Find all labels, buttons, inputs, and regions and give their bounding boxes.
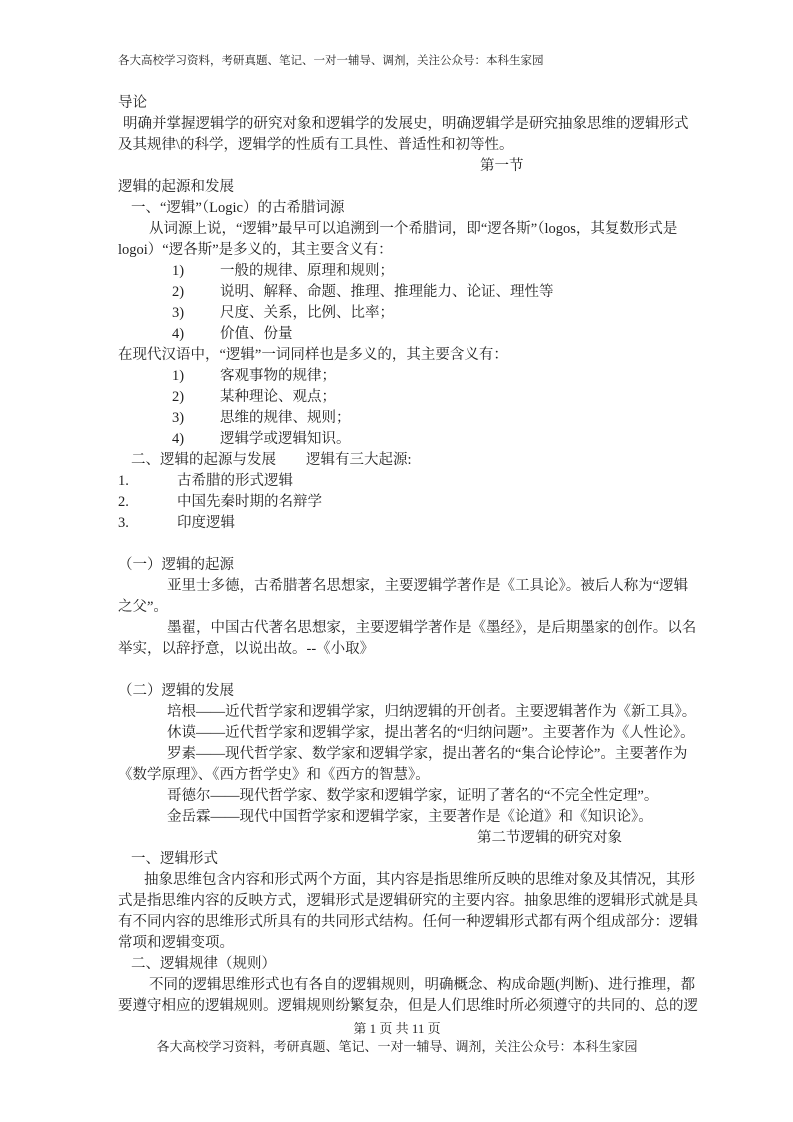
list-text: 客观事物的规律； bbox=[220, 368, 336, 384]
list-text: 尺度、关系，比例、比率； bbox=[220, 305, 394, 321]
page-header: 各大高校学习资料，考研真题、笔记、一对一辅导、调剂，关注公众号：本科生家园 bbox=[118, 55, 544, 67]
list-number: 1. bbox=[118, 473, 129, 489]
heading-logical-form: 一、逻辑形式 bbox=[131, 851, 218, 867]
section-2-heading: 第二节逻辑的研究对象 bbox=[477, 830, 622, 846]
origin-item-2 bbox=[118, 492, 678, 513]
list-text: 一般的规律、原理和规则； bbox=[220, 263, 394, 279]
modern-meaning-item-2 bbox=[118, 387, 678, 408]
list-text: 中国先秦时期的名辩学 bbox=[177, 494, 322, 510]
paragraph-logical-rules-line-1: 不同的逻辑思维形式也有各自的逻辑规则，明确概念、构成命题(判断)、进行推理，都 bbox=[149, 977, 696, 993]
subsection-1-title: （一）逻辑的起源 bbox=[118, 557, 234, 573]
footer-note: 各大高校学习资料，考研真题、笔记、一对一辅导、调剂，关注公众号：本科生家园 bbox=[156, 1039, 638, 1054]
greek-meaning-item-4 bbox=[118, 324, 678, 345]
list-number: 4) bbox=[172, 326, 185, 342]
blank-line bbox=[118, 660, 678, 681]
origin-item-1 bbox=[118, 471, 678, 492]
list-text: 价值、份量 bbox=[220, 326, 293, 342]
line-russell-1: 罗素——现代哲学家、数学家和逻辑学家，提出著名的“集合论悖论”。主要著作为 bbox=[167, 746, 688, 762]
modern-meaning-item-4 bbox=[118, 429, 678, 450]
footer-page-number: 第 1 页 共 11 页 bbox=[353, 1021, 441, 1036]
list-text: 某种理论、观点； bbox=[220, 389, 336, 405]
list-number: 2) bbox=[172, 389, 185, 405]
line-bacon: 培根——近代哲学家和逻辑学家，归纳逻辑的开创者。主要逻辑著作为《新工具》。 bbox=[167, 704, 697, 720]
heading-text: 二、逻辑的起源与发展 bbox=[131, 452, 276, 468]
paragraph-mozi-line-2: 举实，以辞抒意，以说出故。--《小取》 bbox=[118, 641, 375, 657]
list-number: 4) bbox=[172, 431, 185, 447]
paragraph-logical-rules-line-2: 要遵守相应的逻辑规则。逻辑规则纷繁复杂，但是人们思维时所必须遵守的共同的、总的逻 bbox=[118, 998, 698, 1014]
paragraph-logical-form-line-2: 式是指思维内容的反映方式，逻辑形式是逻辑研究的主要内容。抽象思维的逻辑形式就是具 bbox=[118, 893, 698, 909]
greek-meaning-item-3 bbox=[118, 303, 678, 324]
list-number: 2. bbox=[118, 494, 129, 510]
line-jinyuelin: 金岳霖——现代中国哲学家和逻辑学家，主要著作是《论道》和《知识论》。 bbox=[167, 809, 653, 825]
origins-lead-in: 逻辑有三大起源: bbox=[306, 452, 412, 468]
greek-meaning-item-1 bbox=[118, 261, 678, 282]
paragraph-logical-form-line-4: 常项和逻辑变项。 bbox=[118, 935, 234, 951]
origin-item-3 bbox=[118, 513, 678, 534]
list-text: 逻辑学或逻辑知识。 bbox=[220, 431, 351, 447]
list-number: 2) bbox=[172, 284, 185, 300]
intro-paragraph-line-2: 及其规律\的科学，逻辑学的性质有工具性、普适性和初等性。 bbox=[118, 137, 514, 153]
paragraph-mozi-line-1: 墨翟，中国古代著名思想家，主要逻辑学著作是《墨经》，是后期墨家的创作。以名 bbox=[167, 620, 697, 636]
modern-meaning-item-3 bbox=[118, 408, 678, 429]
document-body bbox=[118, 93, 698, 1017]
paragraph-logical-form-line-1: 抽象思维包含内容和形式两个方面，其内容是指思维所反映的思维对象及其情况，其形 bbox=[144, 872, 695, 888]
heading-greek-etymology: 一、“逻辑”（Logic）的古希腊词源 bbox=[131, 200, 345, 216]
line-russell-2: 《数学原理》、《西方哲学史》和《西方的智慧》。 bbox=[118, 767, 430, 783]
blank-line bbox=[118, 534, 678, 555]
list-text: 古希腊的形式逻辑 bbox=[177, 473, 293, 489]
heading-logical-rules: 二、逻辑规律（规则） bbox=[131, 956, 276, 972]
section-1-heading: 第一节 bbox=[480, 158, 524, 174]
paragraph-aristotle-line-2: 之父”。 bbox=[118, 599, 168, 615]
heading-origins-development bbox=[118, 450, 678, 471]
list-number: 1) bbox=[172, 263, 185, 279]
list-text: 说明、解释、命题、推理、推理能力、论证、理性等 bbox=[220, 284, 554, 300]
list-number: 3) bbox=[172, 305, 185, 321]
line-godel: 哥德尔——现代哲学家、数学家和逻辑学家，证明了著名的“不完全性定理”。 bbox=[167, 788, 659, 804]
paragraph-etymology-line-1: 从词源上说，“逻辑”最早可以追溯到一个希腊词，即“逻各斯”（logos，其复数形式是 bbox=[149, 221, 678, 237]
paragraph-aristotle-line-1: 亚里士多德，古希腊著名思想家，主要逻辑学著作是《工具论》。被后人称为“逻辑 bbox=[167, 578, 689, 594]
section-1-title: 逻辑的起源和发展 bbox=[118, 179, 234, 195]
line-hume: 休谟——近代哲学家和逻辑学家，提出著名的“归纳问题”。主要著作为《人性论》。 bbox=[167, 725, 695, 741]
paragraph-etymology-line-2: logoi）“逻各斯”是多义的，其主要含义有： bbox=[118, 242, 393, 258]
list-number: 3) bbox=[172, 410, 185, 426]
paragraph-logical-form-line-3: 有不同内容的思维形式所具有的共同形式结构。任何一种逻辑形式都有两个组成部分：逻辑 bbox=[118, 914, 698, 930]
list-number: 3. bbox=[118, 515, 129, 531]
intro-paragraph-line-1: 明确并掌握逻辑学的研究对象和逻辑学的发展史，明确逻辑学是研究抽象思维的逻辑形式 bbox=[123, 116, 689, 132]
list-text: 思维的规律、规则； bbox=[220, 410, 351, 426]
list-text: 印度逻辑 bbox=[177, 515, 235, 531]
list-number: 1) bbox=[172, 368, 185, 384]
modern-meaning-item-1 bbox=[118, 366, 678, 387]
greek-meaning-item-2 bbox=[118, 282, 678, 303]
intro-title: 导论 bbox=[118, 95, 147, 111]
subsection-2-title: （二）逻辑的发展 bbox=[118, 683, 234, 699]
paragraph-modern-chinese: 在现代汉语中，“逻辑”一词同样也是多义的，其主要含义有： bbox=[118, 347, 508, 363]
